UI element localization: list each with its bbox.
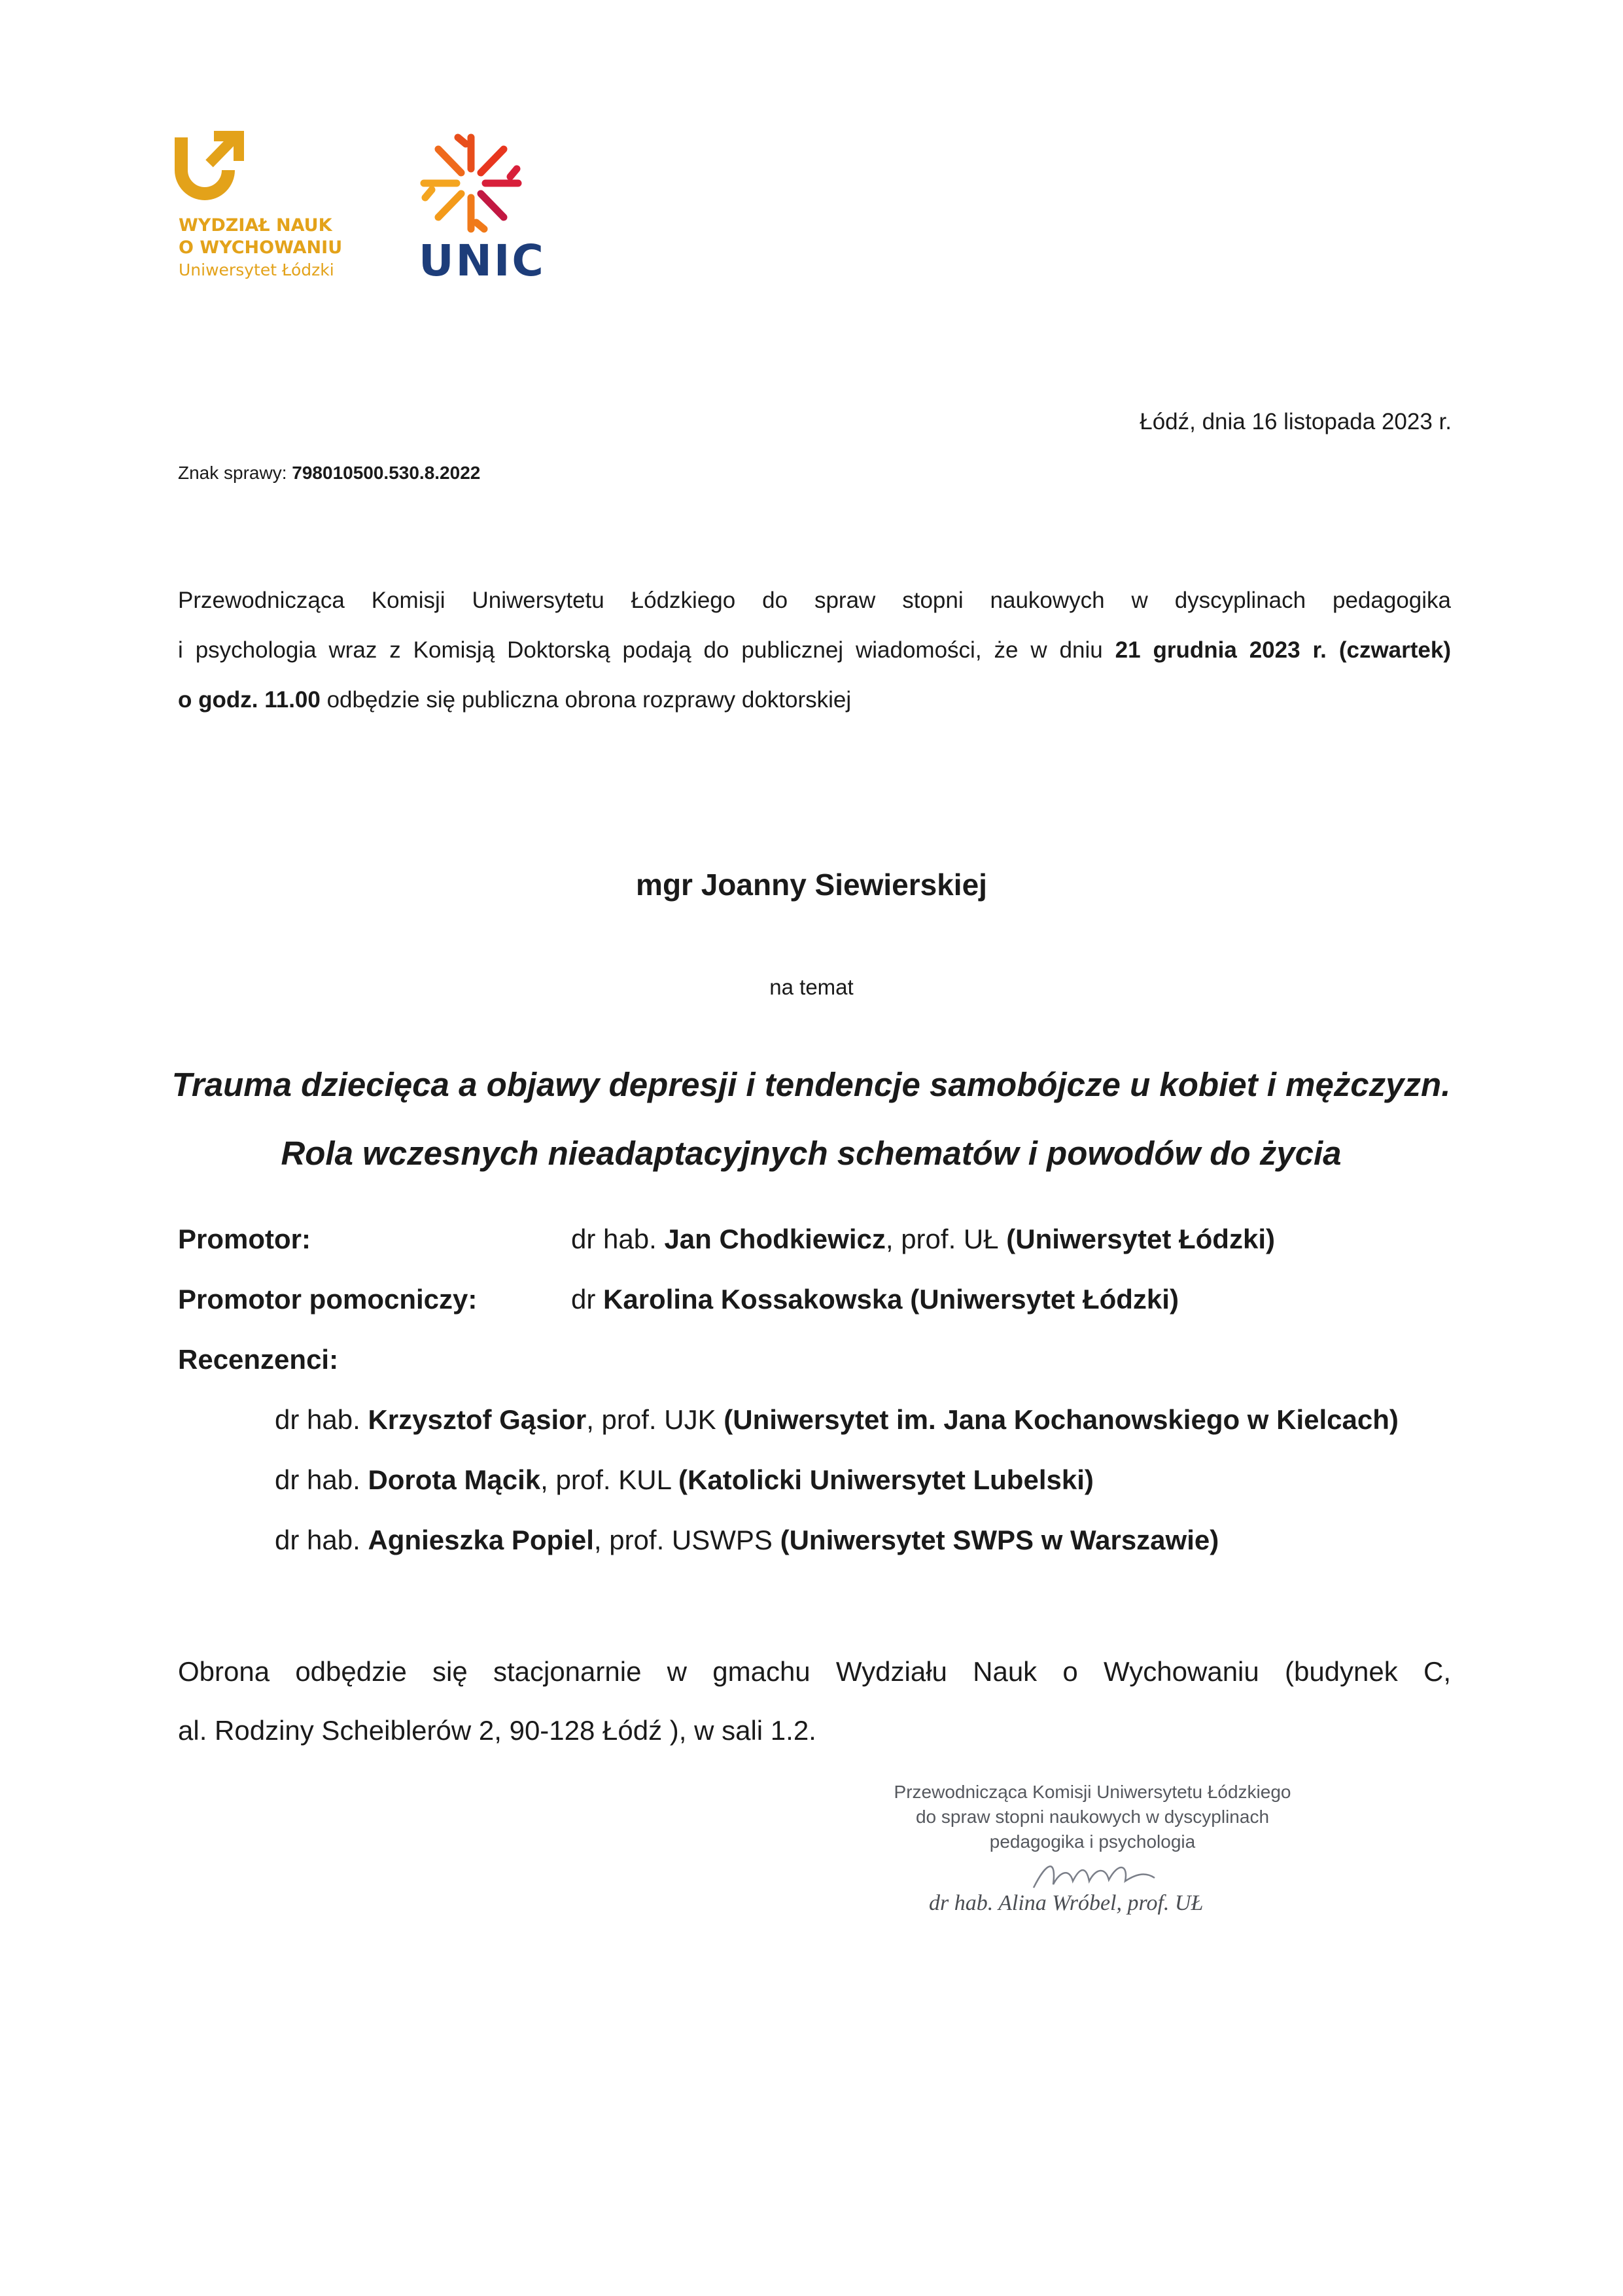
reviewer-item	[275, 1404, 1399, 1436]
case-reference-label: Znak sprawy:	[178, 463, 287, 483]
degree: dr	[571, 1284, 604, 1315]
affiliation: (Uniwersytet im. Jana Kochanowskiego w Kielcach)	[724, 1404, 1399, 1435]
affiliation: (Uniwersytet Łódzki)	[902, 1284, 1179, 1315]
degree: dr hab.	[275, 1464, 368, 1495]
degree: dr hab.	[275, 1404, 368, 1435]
person-name: Krzysztof Gąsior	[368, 1404, 587, 1435]
announcement-text: i psychologia wraz z Komisją Doktorską podają do publicznej wiadomości, że w dniu	[178, 637, 1115, 663]
promotor-label: Promotor:	[178, 1224, 311, 1254]
person-name: Jan Chodkiewicz	[664, 1224, 886, 1254]
official-stamp	[864, 1780, 1321, 1854]
faculty-logo	[173, 131, 357, 301]
affiliation: (Uniwersytet SWPS w Warszawie)	[780, 1525, 1219, 1555]
announcement-line-3	[178, 675, 1451, 725]
faculty-name-line2: O WYCHOWANIU	[179, 238, 343, 258]
unic-logo	[412, 131, 546, 294]
professor-title: , prof. KUL	[540, 1464, 679, 1495]
affiliation: (Katolicki Uniwersytet Lubelski)	[678, 1464, 1094, 1495]
degree: dr hab.	[275, 1525, 368, 1555]
thesis-title-line-1: Trauma dziecięca a objawy depresji i tendencje samobójcze u kobiet i mężczyzn.	[171, 1066, 1451, 1103]
case-reference	[178, 463, 480, 484]
degree: dr hab.	[571, 1224, 665, 1254]
professor-title: , prof. UJK	[586, 1404, 724, 1435]
location-paragraph	[178, 1642, 1451, 1760]
announcement-line-2	[178, 626, 1451, 675]
reviewer-item	[275, 1525, 1219, 1556]
announcement-line-1: Przewodnicząca Komisji Uniwersytetu Łódzkiego do spraw stopni naukowych w dyscyplinach pedagogika	[178, 588, 1451, 613]
faculty-logo-icon	[173, 131, 245, 203]
professor-title: , prof. USWPS	[593, 1525, 780, 1555]
promotor-value	[571, 1224, 1275, 1255]
unic-wordmark: UNIC	[419, 236, 546, 286]
person-name: Agnieszka Popiel	[368, 1525, 594, 1555]
assistant-promotor-value	[571, 1284, 1179, 1315]
candidate-name: mgr Joanny Siewierskiej	[636, 868, 987, 902]
defense-date: 21 grudnia 2023 r. (czwartek)	[1115, 637, 1451, 663]
signer-name: dr hab. Alina Wróbel, prof. UŁ	[929, 1891, 1204, 1915]
stamp-line-3: pedagogika i psychologia	[989, 1831, 1196, 1852]
stamp-line-2: do spraw stopni naukowych w dyscyplinach	[915, 1807, 1270, 1827]
announcement-paragraph	[178, 576, 1451, 725]
affiliation: (Uniwersytet Łódzki)	[1006, 1224, 1275, 1254]
assistant-promotor-label: Promotor pomocniczy:	[178, 1284, 478, 1315]
person-name: Karolina Kossakowska	[603, 1284, 903, 1315]
faculty-university: Uniwersytet Łódzki	[179, 260, 334, 279]
topic-label: na temat	[769, 975, 854, 999]
case-reference-number: 798010500.530.8.2022	[292, 463, 481, 483]
unic-star-icon	[412, 131, 530, 236]
faculty-name-line1: WYDZIAŁ NAUK	[179, 215, 332, 236]
reviewer-item	[275, 1464, 1094, 1496]
document-date: Łódź, dnia 16 listopada 2023 r.	[1140, 409, 1452, 434]
thesis-title	[144, 1050, 1478, 1188]
location-line-1: Obrona odbędzie się stacjonarnie w gmachu Wydziału Nauk o Wychowaniu (budynek C,	[178, 1656, 1451, 1687]
announcement-text: odbędzie się publiczna obrona rozprawy doktorskiej	[320, 687, 852, 713]
location-line-2: al. Rodziny Scheiblerów 2, 90-128 Łódź ), w sali 1.2.	[178, 1715, 816, 1746]
reviewers-label: Recenzenci:	[178, 1344, 339, 1375]
stamp-line-1: Przewodnicząca Komisji Uniwersytetu Łódzkiego	[894, 1782, 1291, 1802]
defense-time: o godz. 11.00	[178, 687, 321, 713]
thesis-title-line-2: Rola wczesnych nieadaptacyjnych schematów i powodów do życia	[281, 1135, 1342, 1172]
person-name: Dorota Mącik	[368, 1464, 541, 1495]
professor-title: , prof. UŁ	[885, 1224, 1007, 1254]
